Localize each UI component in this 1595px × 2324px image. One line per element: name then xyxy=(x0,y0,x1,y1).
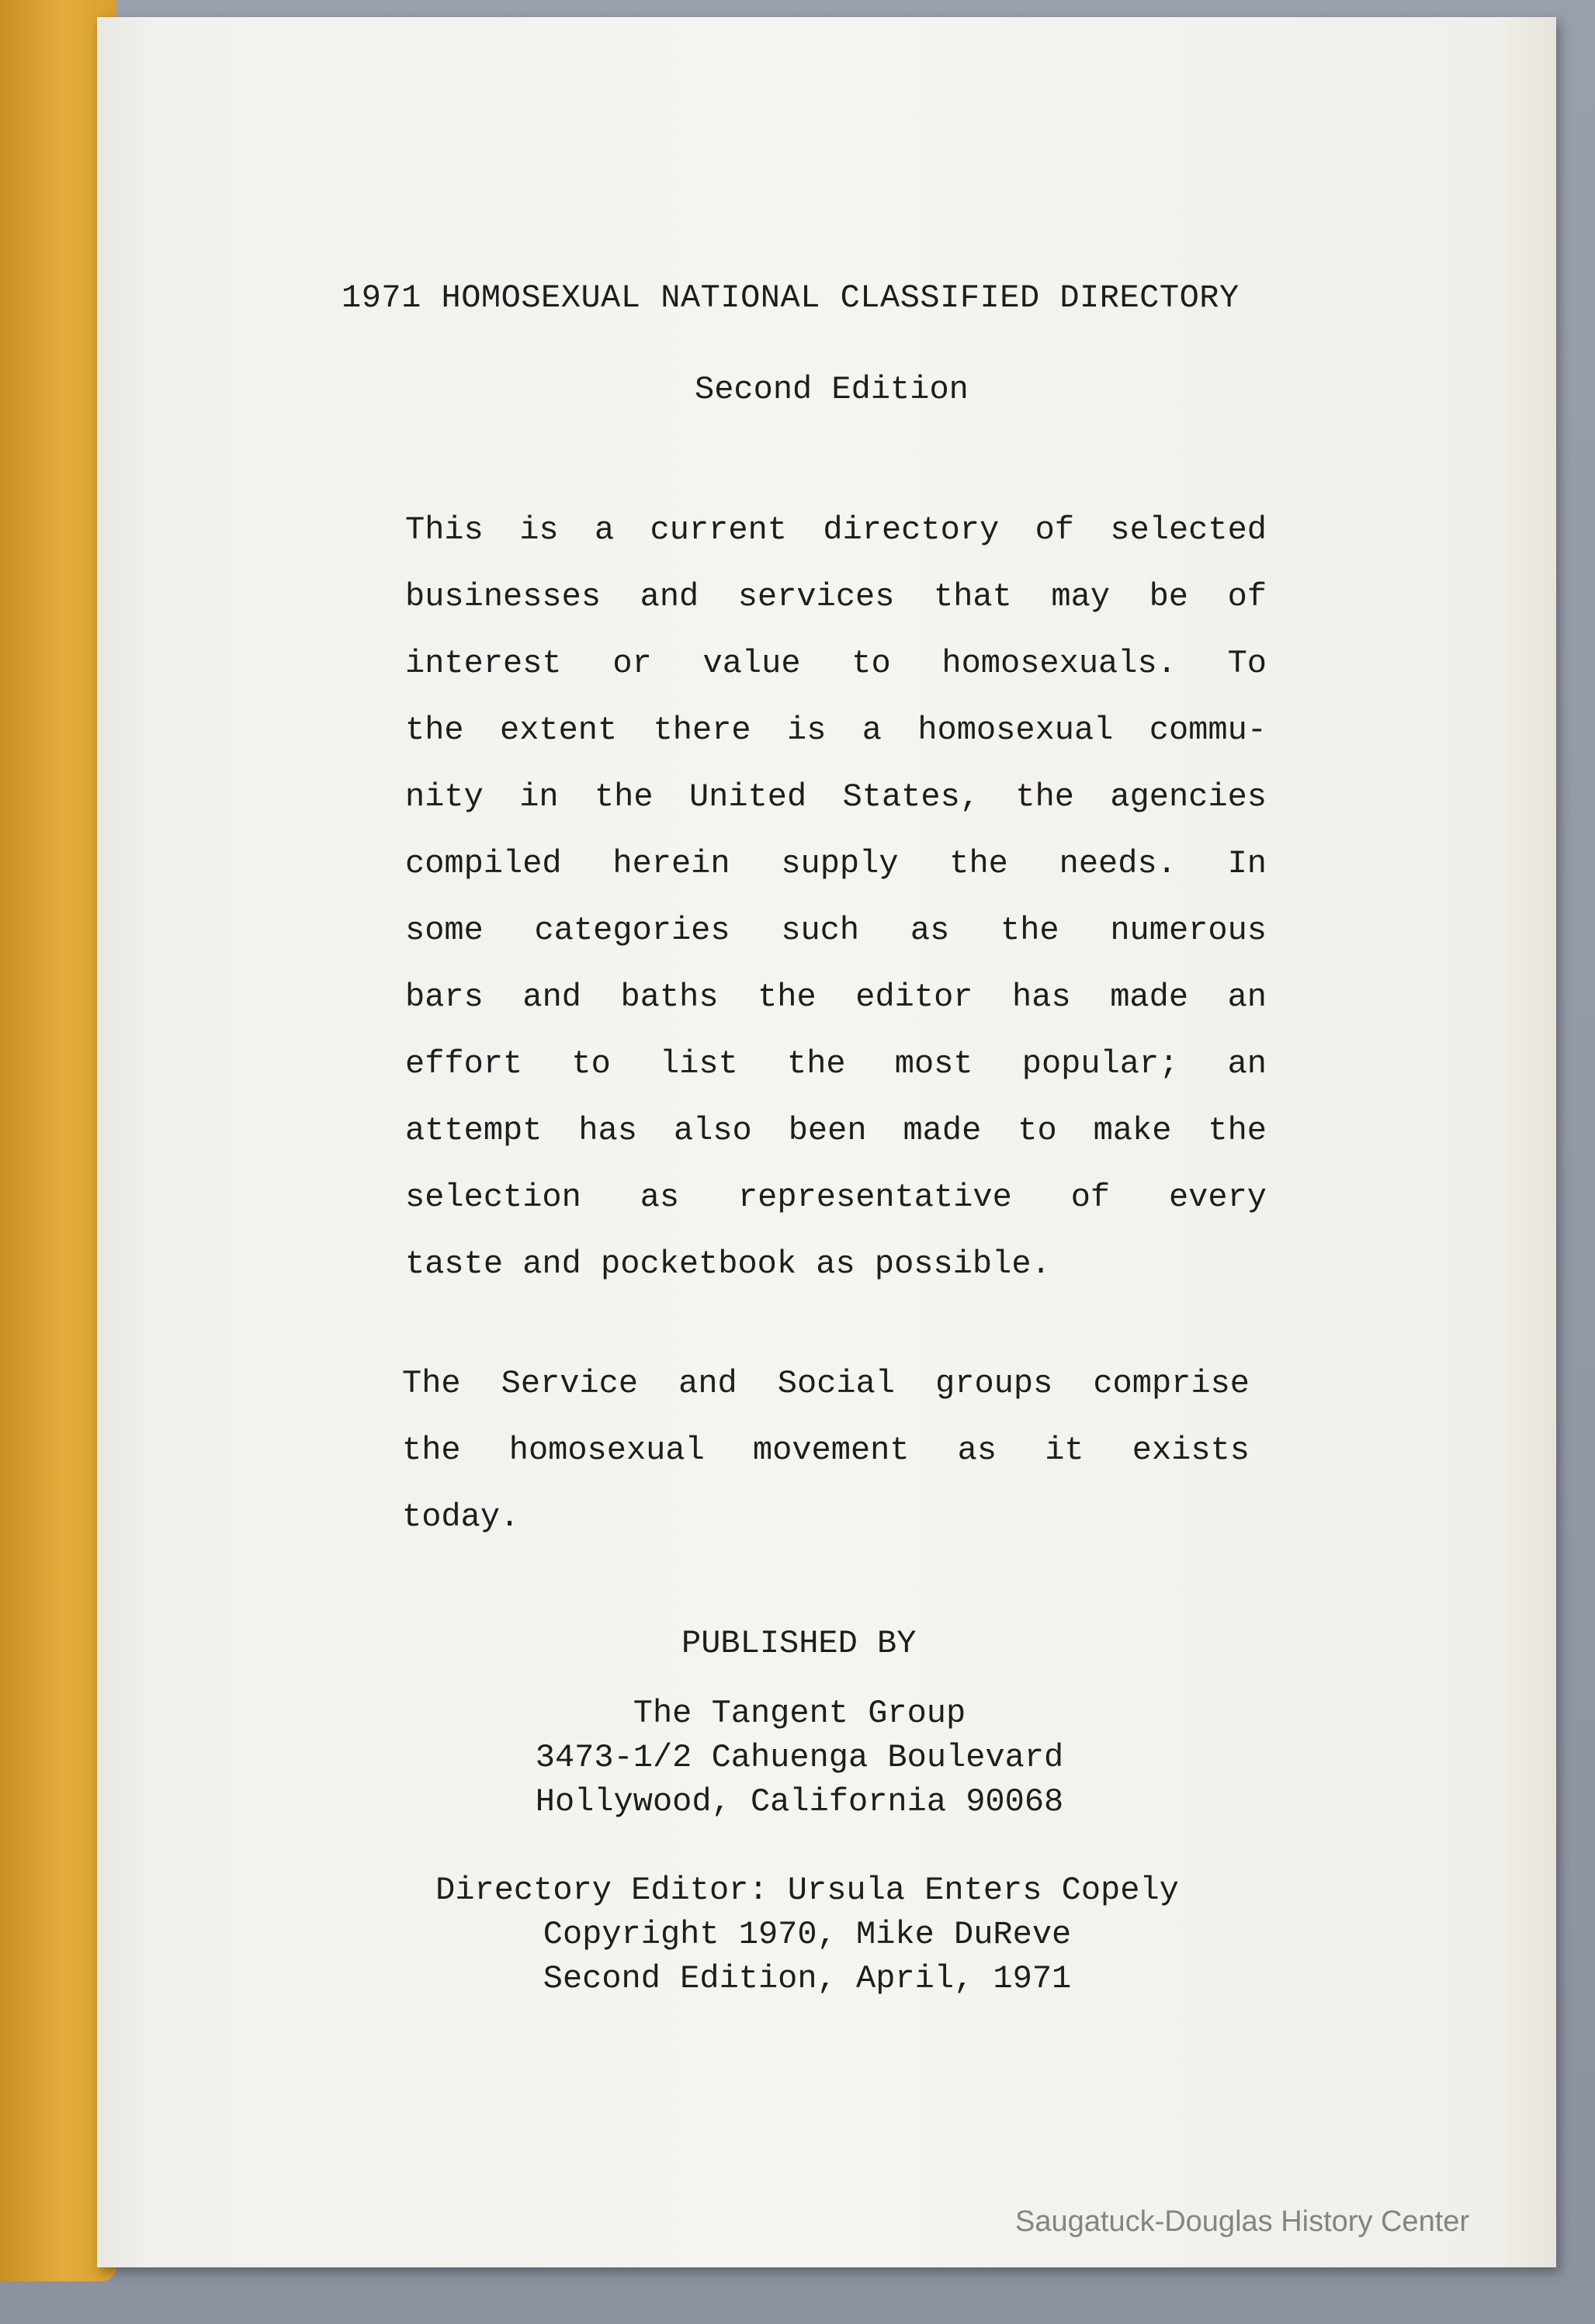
publisher-address xyxy=(373,1692,1226,1824)
publisher-name: The Tangent Group xyxy=(633,1695,966,1732)
paragraph-line: taste and pocketbook as possible. xyxy=(405,1245,1051,1283)
document-title: 1971 HOMOSEXUAL NATIONAL CLASSIFIED DIRECTORY xyxy=(342,279,1240,317)
paragraph-line: effort to list the most popular; an xyxy=(405,1045,1267,1082)
credits-block xyxy=(373,1869,1242,2001)
paragraph-line: today. xyxy=(402,1498,520,1536)
document-subtitle: Second Edition xyxy=(695,371,969,408)
paragraph-line: compiled herein supply the needs. In xyxy=(405,845,1267,882)
paragraph-line: businesses and services that may be of xyxy=(405,578,1267,615)
publisher-city: Hollywood, California 90068 xyxy=(535,1783,1064,1820)
paragraph-line: the extent there is a homosexual commu- xyxy=(405,712,1267,749)
paragraph-line: interest or value to homosexuals. To xyxy=(405,645,1267,682)
paragraph-line: attempt has also been made to make the xyxy=(405,1112,1267,1149)
publisher-street: 3473-1/2 Cahuenga Boulevard xyxy=(535,1739,1064,1776)
paragraph-line: The Service and Social groups comprise xyxy=(402,1365,1250,1402)
copyright-line: Copyright 1970, Mike DuReve xyxy=(543,1916,1072,1953)
paragraph-line: the homosexual movement as it exists xyxy=(402,1432,1250,1469)
paragraph-line: nity in the United States, the agencies xyxy=(405,778,1267,816)
paragraph-line: some categories such as the numerous xyxy=(405,912,1267,949)
editor-credit: Directory Editor: Ursula Enters Copely xyxy=(435,1872,1179,1909)
edition-line: Second Edition, April, 1971 xyxy=(543,1960,1072,1997)
paragraph-line: bars and baths the editor has made an xyxy=(405,978,1267,1016)
intro-paragraph xyxy=(405,497,1267,1297)
paragraph-line: This is a current directory of selected xyxy=(405,511,1267,549)
archive-watermark: Saugatuck-Douglas History Center xyxy=(1015,2205,1470,2238)
paragraph-line: selection as representative of every xyxy=(405,1179,1267,1216)
publisher-heading: PUBLISHED BY xyxy=(681,1625,917,1662)
movement-paragraph xyxy=(402,1350,1250,1550)
